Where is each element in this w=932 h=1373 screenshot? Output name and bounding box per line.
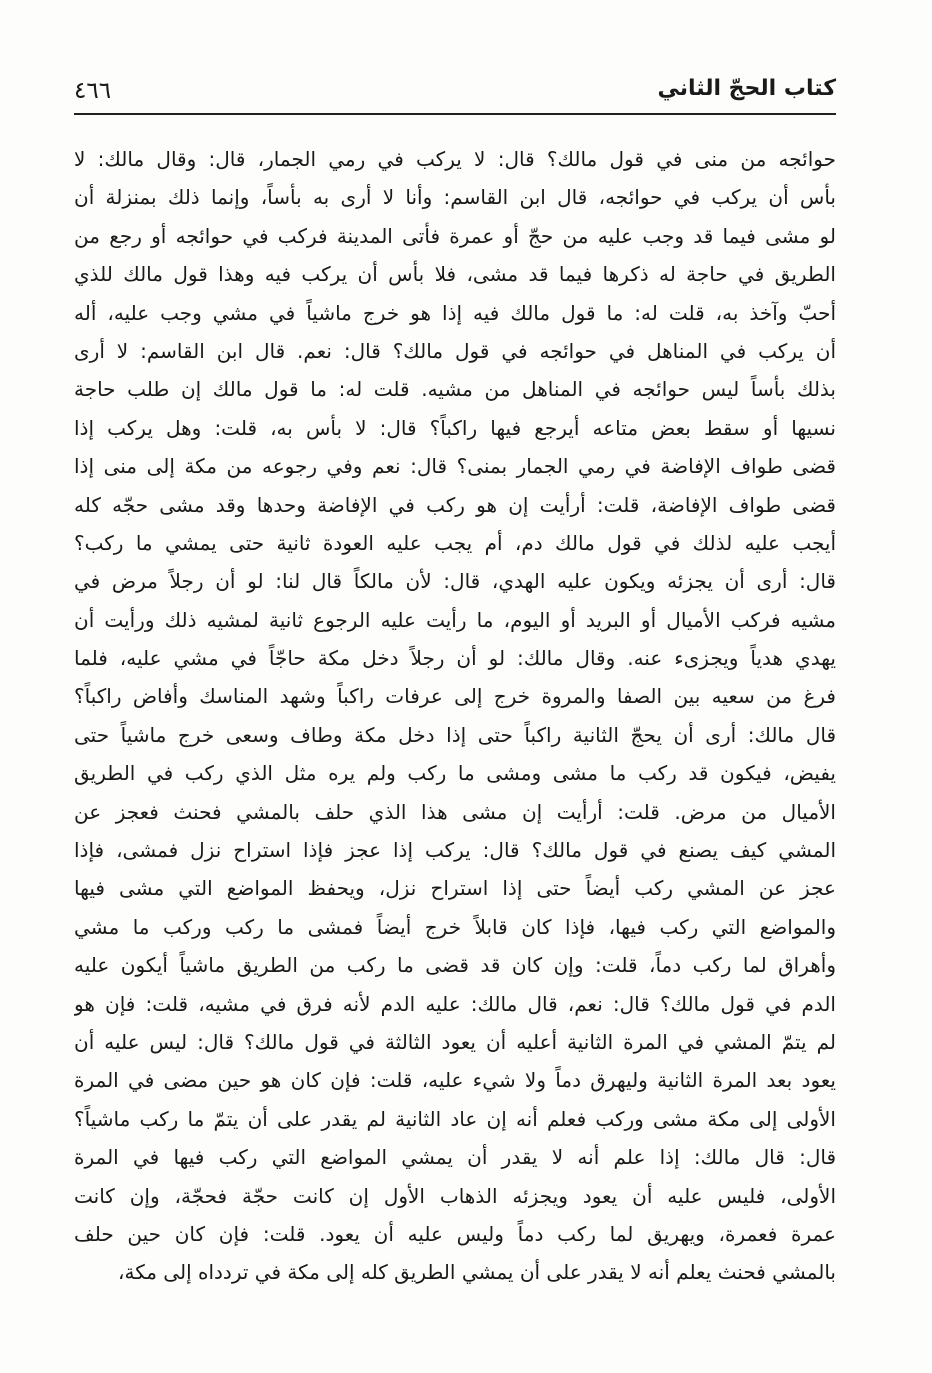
text-line: يهدي هدياً ويجزىء عنه. وقال مالك: لو أن رجلاً دخل مكة حاجّاً في مشي عليه، فلما — [74, 646, 836, 671]
text-line: بذلك بأساً ليس حوائجه في المناهل من مشيه. قلت له: ما قول مالك إن طلب حاجة — [74, 377, 836, 402]
text-line: أيجب عليه لذلك في قول مالك دم، أم يجب عليه العودة ثانية حتى يمشي ما ركب؟ — [74, 530, 836, 555]
page-number: ٤٦٦ — [74, 78, 112, 104]
text-line: قال مالك: أرى أن يحجّ الثانية راكباً حتى إذا دخل مكة وطاف وسعى خرج ماشياً حتى — [74, 722, 836, 747]
running-title: كتاب الحجّ الثاني — [657, 76, 836, 101]
header-rule — [74, 113, 836, 115]
text-line: بأس أن يركب في حوائجه، قال ابن القاسم: وأنا لا أرى به بأساً، وإنما ذلك بمنزلة أن — [74, 185, 836, 210]
text-line: والمواضع التي ركب فيها، فإذا كان قابلاً خرج أيضاً فمشى ما ركب وركب ما مشي — [74, 914, 836, 939]
text-line: الطريق في حاجة له ذكرها فيما قد مشى، فلا بأس أن يركب فيه وهذا قول مالك للذي — [74, 262, 836, 287]
text-line: الأولى، فليس عليه أن يعود ويجزئه الذهاب الأول إن كانت حجّة فحجّة، وإن كانت — [74, 1183, 836, 1208]
text-line: عمرة فعمرة، ويهريق لما ركب دماً وليس عليه أن يعود. قلت: فإن كان حين حلف — [74, 1221, 836, 1246]
text-line: الأميال من مرض. قلت: أرأيت إن مشى هذا الذي حلف بالمشي فحنث فعجز عن — [74, 799, 836, 824]
text-line: بالمشي فحنث يعلم أنه لا يقدر على أن يمشي الطريق كله إلى مكة في تردداه إلى مكة، — [118, 1260, 836, 1285]
text-line: المشي كيف يصنع في قول مالك؟ قال: يركب إذا عجز فإذا استراح نزل فمشى، فإذا — [74, 838, 836, 863]
page-header — [74, 70, 836, 110]
text-line: قال: قال مالك: إذا علم أنه لا يقدر أن يمشي المواضع التي ركب فيها في المرة — [74, 1145, 836, 1170]
text-line: حوائجه من منى في قول مالك؟ قال: لا يركب في رمي الجمار، قال: وقال مالك: لا — [74, 147, 836, 171]
text-line: الدم في قول مالك؟ قال: نعم، قال مالك: عليه الدم لأنه فرق في مشيه، قلت: فإن هو — [74, 991, 836, 1016]
text-line: قضى طواف الإفاضة، قلت: أرأيت إن هو ركب في الإفاضة وحدها وقد مشى حجّه كله — [74, 492, 836, 517]
text-line: أن يركب في المناهل في حوائجه في قول مالك؟ قال: نعم. قال ابن القاسم: لا أرى — [74, 338, 836, 363]
body-text — [74, 140, 836, 1292]
text-line: نسيها أو سقط بعض متاعه أيرجع فيها راكباً؟ قال: لا بأس به، قلت: وهل يركب إذا — [74, 415, 836, 440]
text-line: أحبّ وآخذ به، قلت له: ما قول مالك فيه إذا هو خرج ماشياً في مشي وجب عليه، أله — [74, 300, 836, 325]
text-line: الأولى إلى مكة مشى وركب فعلم أنه إن عاد الثانية لم يقدر على أن يتمّ ما ركب ماشياً؟ — [74, 1106, 836, 1131]
text-line: لو مشى فيما قد وجب عليه من حجّ أو عمرة فأتى المدينة فركب في حوائجه أو رجع من — [74, 223, 836, 248]
text-line: لم يتمّ المشي في المرة الثانية أعليه أن يعود الثالثة في قول مالك؟ قال: ليس عليه أن — [74, 1029, 836, 1054]
text-line: قضى طواف الإفاضة في رمي الجمار بمنى؟ قال: نعم وفي رجوعه من مكة إلى منى إذا — [74, 454, 836, 479]
text-line: يعود بعد المرة الثانية وليهرق دماً ولا شيء عليه، قلت: فإن كان هو حين مضى في المرة — [74, 1068, 836, 1093]
text-line: يفيض، فيكون قد ركب ما مشى ومشى ما ركب ولم يره مثل الذي ركب في الطريق — [74, 761, 836, 786]
text-line: فرغ من سعيه بين الصفا والمروة خرج إلى عرفات راكباً وشهد المناسك وأفاض راكباً؟ — [74, 684, 836, 709]
text-line: عجز عن المشي ركب أيضاً حتى إذا استراح نزل، ويحفظ المواضع التي مشى فيها — [74, 876, 836, 901]
text-line: وأهراق لما ركب دماً، قلت: وإن كان قد قضى ما ركب من الطريق ماشياً أيكون عليه — [74, 953, 836, 978]
text-line: قال: أرى أن يجزئه ويكون عليه الهدي، قال: لأن مالكاً قال لنا: لو أن رجلاً مرض في — [74, 569, 836, 594]
text-line: مشيه فركب الأميال أو البريد أو اليوم، ما رأيت عليه الرجوع ثانية لمشيه ذلك ورأيت أن — [74, 607, 836, 632]
